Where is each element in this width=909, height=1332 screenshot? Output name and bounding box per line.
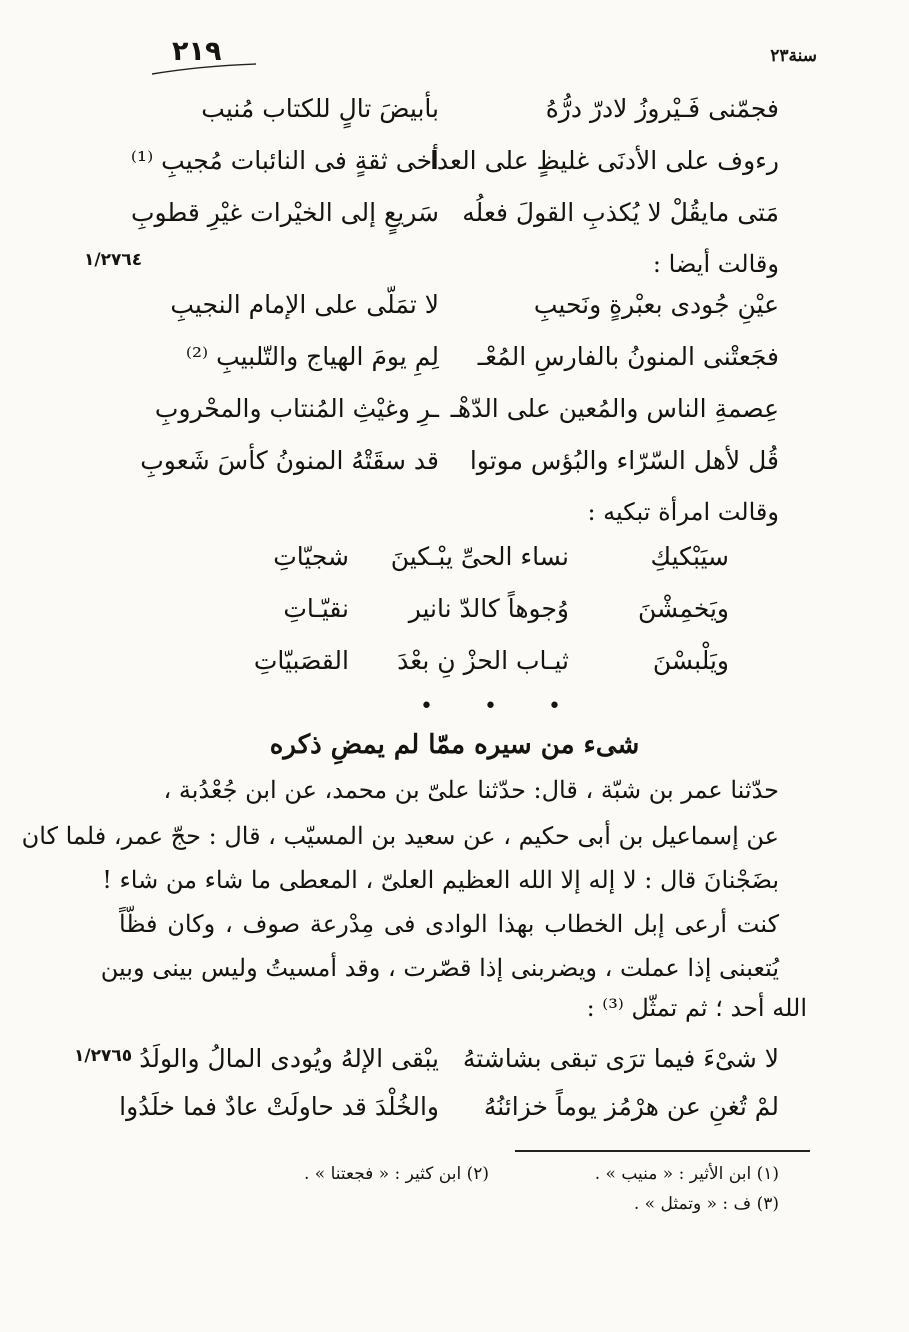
second-hemistich: لا تمَلّى على الإمام النجيبِ — [170, 290, 439, 319]
poem-3-last: نقيّـاتِ — [283, 594, 349, 623]
poem-3-first: ويَخمِشْنَ — [638, 594, 729, 623]
poem-3-last: شجيّاتِ — [273, 542, 349, 571]
poem-3-mid: ثيـاب الحزْ نِ بعْدَ — [397, 646, 569, 675]
prose-line: بضَجْنانَ قال : لا إله إلا الله العظيم العلىّ ، المعطى ما شاء من شاء ! — [102, 866, 779, 894]
prose-line: حدّثنا عمر بن شبّة ، قال: حدّثنا علىّ بن محمد، عن ابن جُعْدُبة ، — [163, 776, 779, 804]
margin-reference: ١/٢٧٦٥ — [74, 1046, 133, 1066]
footnote-2: (٢) ابن كثير : « فجعتنا » . — [303, 1164, 489, 1184]
first-hemistich: قُل لأهل السّرّاء والبُؤس موتوا — [469, 446, 779, 475]
section-separator: • • • — [420, 694, 583, 719]
footnote-1: (١) ابن الأثير : « منيب » . — [594, 1164, 779, 1184]
second-hemistich: والخُلْدَ قد حاولَتْ عادٌ فما خلَدُوا — [119, 1092, 439, 1121]
second-hemistich: ـرِ وغيْثِ المُنتاب والمحْروبِ — [154, 394, 439, 423]
poem-3-mid: نساء الحىِّ يبْـكينَ — [390, 542, 569, 571]
prose-line: عن إسماعيل بن أبى حكيم ، عن سعيد بن المسيّب ، قال : حجّ عمر، فلما كان — [21, 822, 779, 850]
prose-line: يُتعبنى إذا عملت ، ويضربنى إذا قصّرت ، وقد أمسيتُ وليس بينى وبين — [100, 954, 779, 982]
second-hemistich: أخى ثقةٍ فى النائبات مُجيبِ ⁽¹⁾ — [130, 146, 439, 175]
first-hemistich: لا شىْءَ فيما ترَى تبقى بشاشتهُ — [462, 1044, 779, 1073]
second-hemistich: بأبيضَ تالٍ للكتاب مُنيب — [201, 94, 439, 123]
second-hemistich: سَريعٍ إلى الخيْرات غيْرِ قطوبِ — [130, 198, 439, 227]
first-hemistich: عيْنِ جُودى بعبْرةٍ ونَحيبِ — [533, 290, 779, 319]
first-hemistich: عِصمةِ الناس والمُعين على الدّهْـ — [450, 394, 779, 423]
poem-intro: وقالت امرأة تبكيه : — [587, 498, 779, 526]
footnote-3: (٣) ف : « وتمثل » . — [633, 1194, 779, 1214]
margin-reference: ١/٢٧٦٤ — [84, 250, 143, 270]
second-hemistich: لِمِ يومَ الهياج والتّلبيبِ ⁽²⁾ — [185, 342, 439, 371]
year-label: سنة٢٣ — [770, 46, 817, 66]
poem-3-last: القصَبيّاتِ — [253, 646, 349, 675]
footnote-rule — [515, 1150, 810, 1152]
first-hemistich: مَتى مايقُلْ لا يُكذبِ القولَ فعلُه — [462, 198, 779, 227]
poem-3-mid: وُجوهاً كالدّ نانير — [408, 594, 569, 623]
first-hemistich: فجمّنى فَـيْروزُ لادرّ درُّهُ — [545, 94, 779, 123]
poem-intro: وقالت أيضا : — [652, 250, 779, 278]
first-hemistich: لمْ تُغنِ عن هرْمُز يوماً خزائنُهُ — [483, 1092, 779, 1121]
poem-3-first: سيَبْكيكِ — [650, 542, 729, 571]
second-hemistich: يبْقى الإلهُ ويُودى المالُ والولَدُ — [139, 1044, 439, 1073]
header-rule — [150, 60, 260, 80]
poem-3-first: ويَلْبسْنَ — [652, 646, 729, 675]
page-number: ٢١٩ — [172, 36, 222, 67]
second-hemistich: قد سقَتْهُ المنونُ كأسَ شَعوبِ — [140, 446, 439, 475]
prose-line: الله أحد ؛ ثم تمثّل ⁽³⁾ : — [586, 994, 807, 1022]
prose-line: كنت أرعى إبل الخطاب بهذا الوادى فى مِدْرعة صوف ، وكان فظّاً — [119, 910, 779, 938]
first-hemistich: رءوف على الأدنَى غليظٍ على العدا — [429, 146, 779, 175]
first-hemistich: فجَعتْنى المنونُ بالفارسِ المُعْـ — [477, 342, 779, 371]
section-title: شىء من سيره ممّا لم يمضِ ذكره — [269, 730, 640, 760]
